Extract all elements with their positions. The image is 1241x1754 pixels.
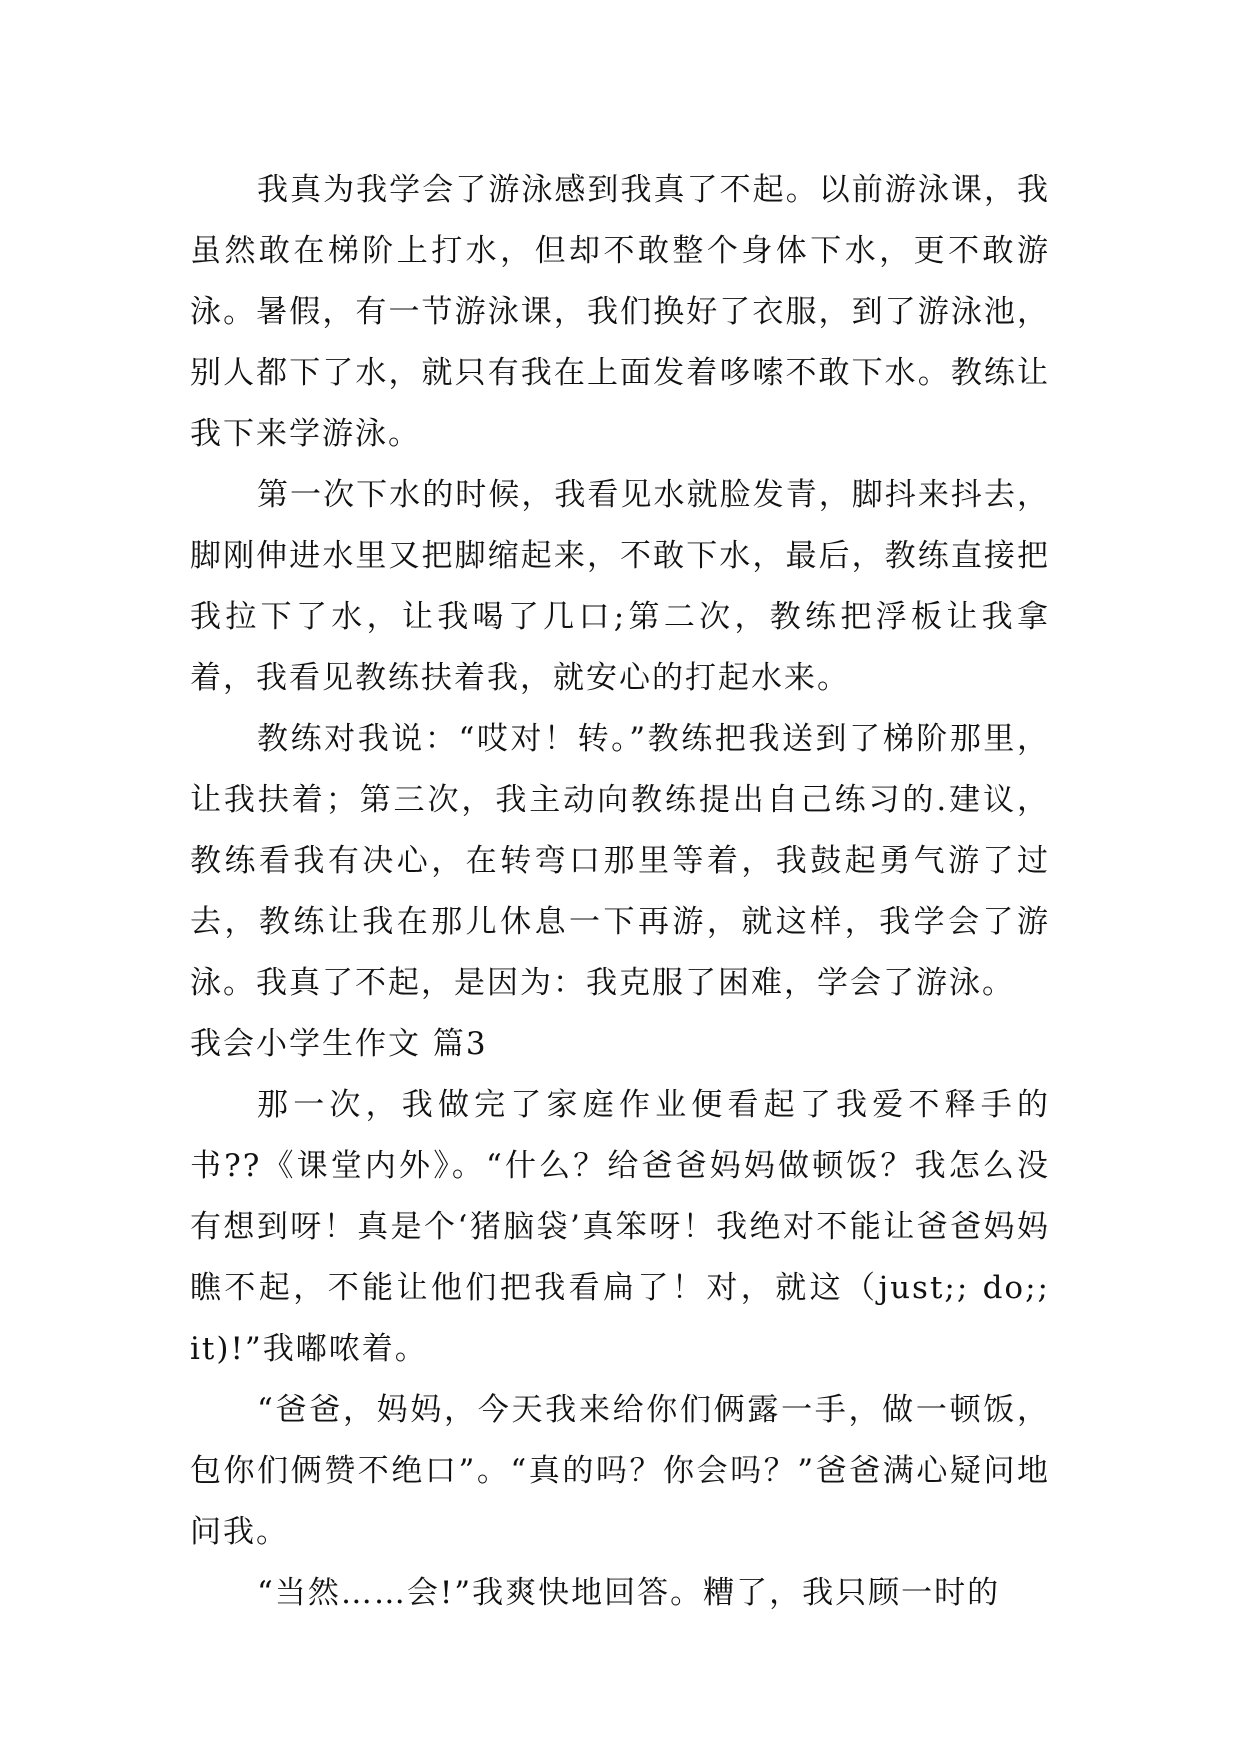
document-body [190, 160, 1050, 1624]
paragraph: “爸爸，妈妈，今天我来给你们俩露一手，做一顿饭，包你们俩赞不绝口”。“真的吗？你会吗？”爸爸满心疑问地问我。 [190, 1392, 1050, 1550]
paragraph: 教练对我说：“哎对！转。”教练把我送到了梯阶那里，让我扶着；第三次，我主动向教练提出自己练习的.建议，教练看我有决心，在转弯口那里等着，我鼓起勇气游了过去，教练让我在那儿休息一下再游，就这样，我学会了游泳。我真了不起，是因为：我克服了困难，学会了游泳。 [190, 721, 1050, 1001]
paragraph: 那一次，我做完了家庭作业便看起了我爱不释手的书??《课堂内外》。“什么？给爸爸妈妈做顿饭？我怎么没有想到呀！真是个‘猪脑袋’真笨呀！我绝对不能让爸爸妈妈瞧不起，不能让他们把我看扁了！对，就这（just;; do;; it)!”我嘟哝着。 [190, 1087, 1050, 1367]
paragraph: “当然……会!”我爽快地回答。糟了，我只顾一时的 [257, 1575, 1001, 1611]
paragraph: 我真为我学会了游泳感到我真了不起。以前游泳课，我虽然敢在梯阶上打水，但却不敢整个身体下水，更不敢游泳。暑假，有一节游泳课，我们换好了衣服，到了游泳池，别人都下了水，就只有我在上面发着哆嗦不敢下水。教练让我下来学游泳。 [190, 172, 1050, 452]
paragraph: 第一次下水的时候，我看见水就脸发青，脚抖来抖去，脚刚伸进水里又把脚缩起来，不敢下水，最后，教练直接把我拉下了水，让我喝了几口;第二次，教练把浮板让我拿着，我看见教练扶着我，就安心的打起水来。 [190, 477, 1050, 696]
section-heading: 我会小学生作文 篇3 [190, 1026, 488, 1062]
